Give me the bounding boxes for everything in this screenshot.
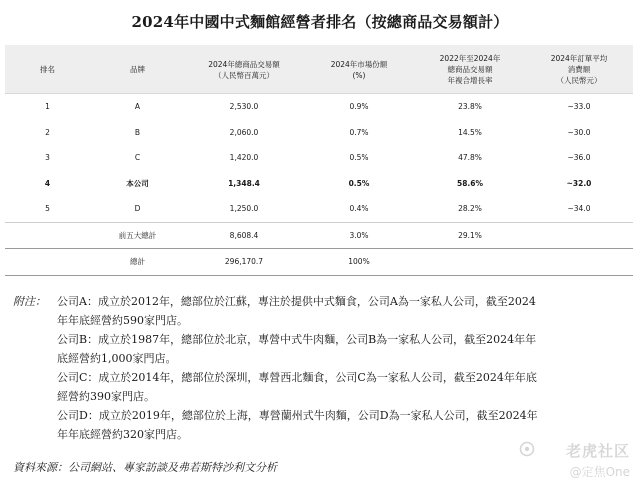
note-text bbox=[57, 368, 613, 406]
cell-brand: 總計 bbox=[90, 249, 185, 276]
table-row bbox=[5, 145, 633, 171]
table-row bbox=[5, 249, 633, 276]
watermark-handle: @定焦One bbox=[569, 465, 630, 479]
note-text bbox=[57, 406, 613, 444]
cell-rank: 3 bbox=[45, 153, 50, 163]
cell-avg: ~30.0 bbox=[567, 127, 591, 137]
note-line: 年年底經營約320家門店。 bbox=[57, 428, 188, 441]
column-header: 2024年訂單平均 消費額 （人民幣元） bbox=[525, 45, 633, 94]
tiger-community-logo-icon bbox=[519, 441, 535, 457]
cell-share: 3.0% bbox=[303, 222, 415, 249]
column-header: 2024年總商品交易額 （人民幣百萬元） bbox=[185, 45, 303, 94]
cell-cagr bbox=[415, 249, 525, 276]
note-item bbox=[13, 330, 613, 368]
cell-brand: A bbox=[134, 102, 141, 112]
column-header: 排名 bbox=[5, 45, 90, 94]
note-line: 公司A：成立於2012年，總部位於江蘇，專注於提供中式麵食，公司A為一家私人公司，截至2024 bbox=[57, 295, 536, 308]
note-line: 底經營約1,000家門店。 bbox=[57, 352, 177, 365]
cell-rank: 2 bbox=[45, 127, 50, 137]
cell-avg: ~33.0 bbox=[567, 102, 591, 112]
column-header: 2022年至2024年 總商品交易額 年複合增長率 bbox=[415, 45, 525, 94]
cell-share: 0.9% bbox=[349, 102, 369, 112]
cell-cagr: 29.1% bbox=[415, 222, 525, 249]
cell-gmv: 2,060.0 bbox=[229, 127, 259, 137]
cell-brand: C bbox=[134, 153, 141, 163]
cell-gmv: 1,250.0 bbox=[229, 204, 259, 214]
note-item bbox=[13, 406, 613, 444]
cell-avg: ~36.0 bbox=[567, 153, 591, 163]
notes-label: 附注： bbox=[13, 295, 46, 308]
table-row bbox=[5, 196, 633, 222]
cell-share: 100% bbox=[303, 249, 415, 276]
note-indent bbox=[13, 330, 57, 368]
page-title: 2024年中國中式麵館經營者排名（按總商品交易額計） bbox=[131, 13, 509, 31]
cell-share: 0.7% bbox=[349, 127, 369, 137]
cell-brand: B bbox=[134, 127, 141, 137]
note-indent bbox=[13, 406, 57, 444]
cell-rank: 4 bbox=[44, 178, 51, 188]
cell-avg bbox=[525, 222, 633, 249]
column-header: 2024年市場份額 (%) bbox=[303, 45, 415, 94]
cell-gmv: 1,348.4 bbox=[228, 178, 260, 188]
cell-cagr: 47.8% bbox=[458, 153, 482, 163]
cell-cagr: 28.2% bbox=[458, 204, 482, 214]
cell-brand: 本公司 bbox=[126, 178, 149, 188]
note-text bbox=[57, 330, 613, 368]
cell-cagr: 58.6% bbox=[456, 178, 484, 188]
note-line: 公司B：成立於1987年，總部位於北京，專營中式牛肉麵，公司B為一家私人公司，截至2024年年 bbox=[57, 333, 537, 346]
note-indent bbox=[13, 368, 57, 406]
table-row bbox=[5, 171, 633, 197]
note-item bbox=[13, 292, 613, 330]
watermark-title: 老虎社区 bbox=[565, 442, 630, 460]
cell-gmv: 1,420.0 bbox=[229, 153, 259, 163]
note-line: 公司D：成立於2019年，總部位於上海，專營蘭州式牛肉麵，公司D為一家私人公司，截至2024年 bbox=[57, 409, 538, 422]
notes-section bbox=[13, 292, 613, 444]
table-row bbox=[5, 94, 633, 120]
ranking-table bbox=[5, 45, 633, 276]
note-line: 公司C：成立於2014年，總部位於深圳，專營西北麵食，公司C為一家私人公司，截至2024年年底 bbox=[57, 371, 537, 384]
source-note: 資料來源：公司網站、專家訪談及弗若斯特沙利文分析 bbox=[13, 461, 277, 474]
note-line: 經營約390家門店。 bbox=[57, 390, 155, 403]
table-header-row bbox=[5, 45, 633, 94]
table-body bbox=[5, 94, 633, 276]
note-line: 年年底經營約590家門店。 bbox=[57, 314, 188, 327]
cell-avg bbox=[525, 249, 633, 276]
cell-brand: D bbox=[134, 204, 141, 214]
note-item bbox=[13, 368, 613, 406]
cell-gmv: 8,608.4 bbox=[185, 222, 303, 249]
cell-brand: 前五大總計 bbox=[90, 222, 185, 249]
cell-avg: ~32.0 bbox=[566, 178, 592, 188]
table-row bbox=[5, 222, 633, 249]
column-header: 品牌 bbox=[90, 45, 185, 94]
cell-share: 0.4% bbox=[349, 204, 369, 214]
cell-rank bbox=[5, 249, 90, 276]
watermark bbox=[517, 440, 632, 482]
cell-gmv: 2,530.0 bbox=[229, 102, 259, 112]
note-text bbox=[57, 292, 613, 330]
cell-cagr: 14.5% bbox=[458, 127, 482, 137]
cell-avg: ~34.0 bbox=[567, 204, 591, 214]
cell-rank: 1 bbox=[45, 102, 50, 112]
cell-share: 0.5% bbox=[348, 178, 370, 188]
cell-cagr: 23.8% bbox=[458, 102, 482, 112]
cell-rank bbox=[5, 222, 90, 249]
cell-gmv: 296,170.7 bbox=[185, 249, 303, 276]
cell-share: 0.5% bbox=[349, 153, 369, 163]
cell-rank: 5 bbox=[45, 204, 50, 214]
table-row bbox=[5, 120, 633, 146]
